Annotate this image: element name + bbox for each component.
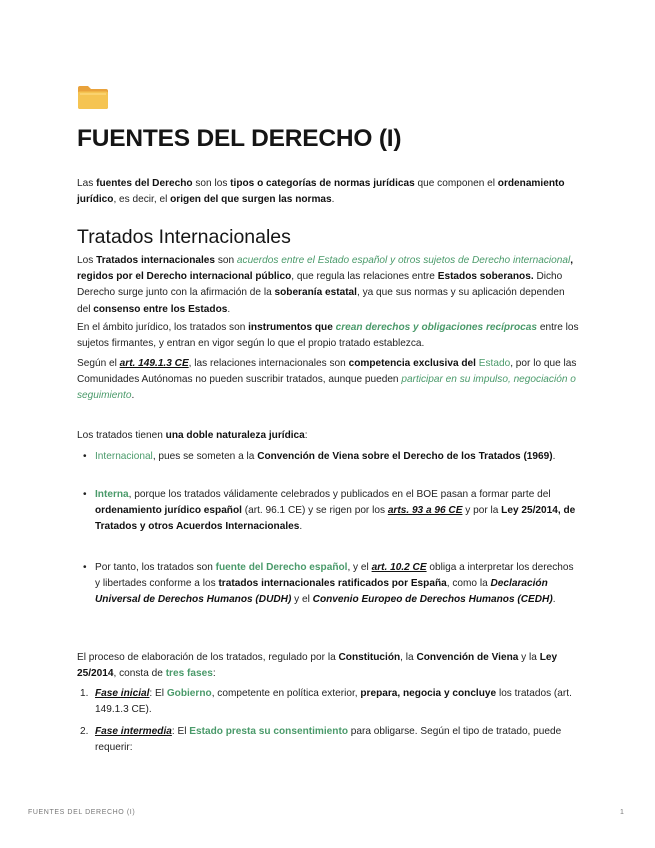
paragraph-definition: Los Tratados internacionales son acuerdos entre el Estado español y otros sujetos de Derecho internacional, regidos por el Derecho internacional público, que regula las relaciones entre Estados soberanos. Dicho Derecho surge junto con la afirmación de la soberanía estatal, ya que sus normas y su aplicación dependen del consenso entre los Estados. (77, 255, 574, 315)
nature-list-2 (77, 487, 577, 536)
bullet-marker: • (83, 489, 87, 500)
paragraph-double-nature: Los tratados tienen una doble naturaleza jurídica: (77, 430, 308, 441)
folder-icon (77, 84, 109, 110)
page-title: FUENTES DEL DERECHO (I) (77, 125, 402, 152)
phases-list-2 (77, 724, 577, 756)
number-marker: 1. (80, 688, 89, 699)
bullet-marker: • (83, 451, 87, 462)
conclusion-list (77, 560, 577, 609)
section-heading: Tratados Internacionales (77, 226, 291, 248)
paragraph-instruments: En el ámbito jurídico, los tratados son instrumentos que crean derechos y obligaciones recíprocas entre los sujetos firmantes, y entran en vigor según lo que el propio tratado establezca. (77, 322, 579, 350)
page-number: 1 (620, 809, 624, 816)
list-item: • Por tanto, los tratados son fuente del Derecho español, y el art. 10.2 CE obliga a interpretar los derechos y libertades conforme a los tratados internacionales ratificados por España, como la Declaración Universal de Derechos Humanos (DUDH) y el Convenio Europeo de Derechos Humanos (CEDH). (83, 562, 574, 606)
list-item: 1. Fase inicial: El Gobierno, competente en política exterior, prepara, negocia y concluye los tratados (art. 149.1.3 CE). (80, 688, 572, 716)
list-item: • Internacional, pues se someten a la Convención de Viena sobre el Derecho de los Tratados (1969). (77, 449, 577, 465)
intro-paragraph: Las fuentes del Derecho son los tipos o categorías de normas jurídicas que componen el ordenamiento jurídico, es decir, el origen del que surgen las normas. (77, 178, 565, 206)
footer-title: FUENTES DEL DERECHO (I) (28, 809, 136, 816)
bullet-marker: • (83, 562, 87, 573)
phases-list (77, 686, 577, 718)
list-item: 2. Fase intermedia: El Estado presta su consentimiento para obligarse. Según el tipo de tratado, puede requerir: (80, 726, 562, 754)
list-item: • Interna, porque los tratados válidamente celebrados y publicados en el BOE pasan a formar parte del ordenamiento jurídico español (art. 96.1 CE) y se rigen por los arts. 93 a 96 CE y por la Ley 25/2014, de Tratados y otros Acuerdos Internacionales. (83, 489, 576, 533)
number-marker: 2. (80, 726, 89, 737)
paragraph-competence: Según el art. 149.1.3 CE, las relaciones internacionales son competencia exclusiva del Estado, por lo que las Comunidades Autónomas no pueden suscribir tratados, aunque pueden participar en su impulso, negociación o seguimiento. (77, 358, 577, 402)
nature-list (77, 449, 577, 465)
paragraph-process: El proceso de elaboración de los tratados, regulado por la Constitución, la Convención de Viena y la Ley 25/2014, consta de tres fases: (77, 652, 558, 680)
